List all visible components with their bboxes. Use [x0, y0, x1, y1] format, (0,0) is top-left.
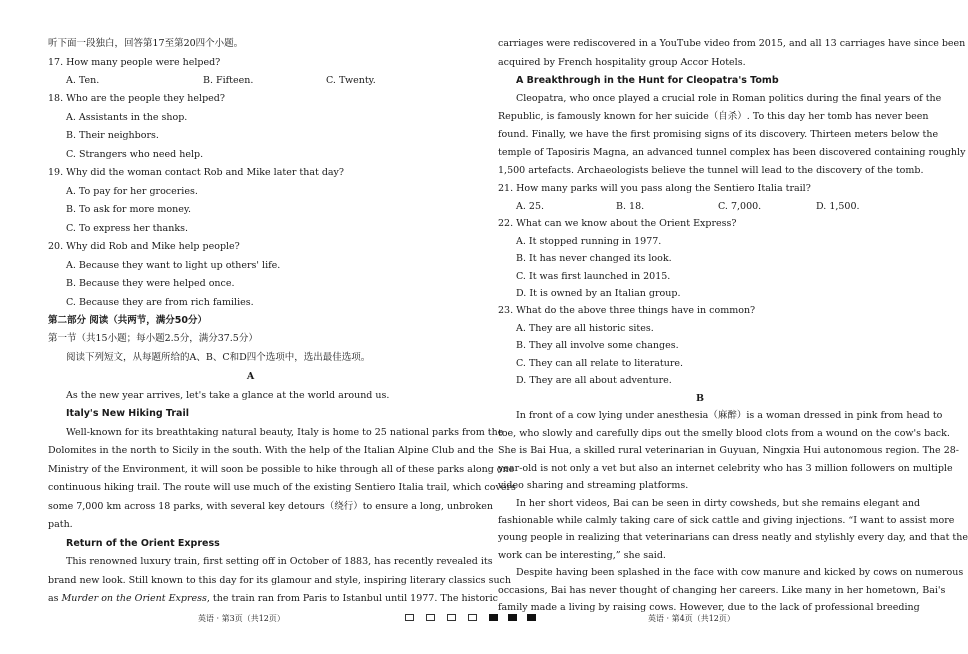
q21-option-d: D. 1,500. [816, 201, 860, 212]
reading-directions: 阅读下列短文，从每题所给的A、B、C和D四个选项中，选出最佳选项。 [66, 352, 371, 363]
question-17: 17. How many people were helped? [48, 57, 221, 68]
paragraph-line: acquired by French hospitality group Accor Hotels. [498, 57, 746, 68]
q19-option-a: A. To pay for her groceries. [66, 186, 198, 197]
listening-intro: 听下面一段独白，回答第17至第20四个小题。 [48, 38, 244, 49]
paragraph-line: young people in realizing that veterinarians can dress neatly and stylishly every day, and that the [498, 532, 968, 543]
paragraph-line: Despite having been splashed in the face with cow manure and kicked by cows on numerous [516, 567, 964, 578]
question-18: 18. Who are the people they helped? [48, 93, 225, 104]
paragraph-line: fashionable while calmly taking care of sick cattle and giving injections. “I want to assist more [498, 515, 955, 526]
q22-option-c: C. It was first launched in 2015. [516, 271, 671, 282]
q17-option-a: A. Ten. [66, 75, 100, 86]
paragraph-line: temple of Taposiris Magna, an advanced tunnel complex has been discovered containing roughly [498, 147, 966, 158]
paragraph-line: continuous hiking trail. The route will use much of the existing Sentiero Italia trail, which covers [48, 482, 516, 493]
paragraph-line: occasions, Bai has never thought of changing her careers. Like many in her hometown, Bai's [498, 585, 946, 596]
q21-option-c: C. 7,000. [718, 201, 762, 212]
paragraph-line: some 7,000 km across 18 parks, with several key detours（绕行）to ensure a long, unbroken [48, 501, 493, 512]
registration-mark [447, 614, 456, 621]
q20-option-c: C. Because they are from rich families. [66, 297, 254, 308]
paragraph-line: work can be interesting,” she said. [498, 550, 666, 561]
q23-option-c: C. They can all relate to literature. [516, 358, 684, 369]
q22-option-a: A. It stopped running in 1977. [516, 236, 662, 247]
paragraph-line: year-old is not only a vet but also an internet celebrity who has 3 million followers on multiple [498, 463, 953, 474]
q23-option-a: A. They are all historic sites. [516, 323, 654, 334]
registration-mark [489, 614, 498, 621]
book-title: Murder on the Orient Express [61, 593, 207, 604]
registration-mark [508, 614, 517, 621]
footer-page-right: 英语 · 第4页（共12页） [648, 614, 735, 623]
paragraph-line: Ministry of the Environment, it will soon be possible to hike through all of these parks along one [48, 464, 515, 475]
paragraph-line: Cleopatra, who once played a crucial role in Roman politics during the final years of the [516, 93, 942, 104]
paragraph-line: path. [48, 519, 73, 530]
passage-a-intro: As the new year arrives, let's take a glance at the world around us. [66, 390, 390, 401]
section-one-heading: 第一节（共15小题；每小题2.5分，满分37.5分） [48, 333, 258, 344]
q19-option-c: C. To express her thanks. [66, 223, 188, 234]
paragraph-line: toe, who slowly and carefully dips out the smelly blood clots from a wound on the cow's back. [498, 428, 950, 439]
heading-orient-express: Return of the Orient Express [66, 538, 220, 549]
paragraph-line: 1,500 artefacts. Archaeologists believe the tunnel will lead to the discovery of the tomb. [498, 165, 924, 176]
q22-option-b: B. It has never changed its look. [516, 253, 672, 264]
registration-mark [527, 614, 536, 621]
q21-option-b: B. 18. [616, 201, 645, 212]
paragraph-line: This renowned luxury train, first setting off in October of 1883, has recently revealed its [66, 556, 493, 567]
heading-cleopatra: A Breakthrough in the Hunt for Cleopatra's Tomb [516, 75, 779, 86]
footer-page-left: 英语 · 第3页（共12页） [198, 614, 285, 623]
passage-b-label: B [695, 393, 705, 404]
part-two-heading: 第二部分 阅读（共两节，满分50分） [48, 315, 208, 326]
q23-option-b: B. They all involve some changes. [516, 340, 679, 351]
paragraph-line: In her short videos, Bai can be seen in dirty cowsheds, but she remains elegant and [516, 498, 921, 509]
paragraph-line: brand new look. Still known to this day for its glamour and style, inspiring literary classics such [48, 575, 511, 586]
q20-option-b: B. Because they were helped once. [66, 278, 235, 289]
paragraph-line: carriages were rediscovered in a YouTube video from 2015, and all 13 carriages have since been [498, 38, 966, 49]
paragraph-line: video sharing and streaming platforms. [498, 480, 689, 491]
paragraph-line: family made a living by raising cows. However, due to the lack of professional breeding [498, 602, 920, 613]
paragraph-line: In front of a cow lying under anesthesia（麻醉）is a woman dressed in pink from head to [516, 410, 943, 421]
question-19: 19. Why did the woman contact Rob and Mike later that day? [48, 167, 345, 178]
passage-a-label: A [246, 371, 255, 382]
q18-option-b: B. Their neighbors. [66, 130, 159, 141]
paragraph-line: She is Bai Hua, a skilled rural veterinarian in Guyuan, Ningxia Hui autonomous region. The 28- [498, 445, 959, 456]
q18-option-c: C. Strangers who need help. [66, 149, 204, 160]
q17-option-c: C. Twenty. [326, 75, 376, 86]
q22-option-d: D. It is owned by an Italian group. [516, 288, 681, 299]
registration-mark [405, 614, 414, 621]
question-20: 20. Why did Rob and Mike help people? [48, 241, 240, 252]
heading-italy-trail: Italy's New Hiking Trail [66, 408, 189, 419]
question-21: 21. How many parks will you pass along the Sentiero Italia trail? [498, 183, 811, 194]
q23-option-d: D. They are all about adventure. [516, 375, 672, 386]
registration-mark [468, 614, 477, 621]
paragraph-line: as Murder on the Orient Express, the train ran from Paris to Istanbul until 1977. The historic [48, 593, 498, 604]
q20-option-a: A. Because they want to light up others' life. [66, 260, 281, 271]
q19-option-b: B. To ask for more money. [66, 204, 191, 215]
paragraph-line: found. Finally, we have the first promising signs of its discovery. Thirteen meters below the [498, 129, 939, 140]
paragraph-line: Republic, is famously known for her suicide（自杀）. To this day her tomb has never been [498, 111, 929, 122]
registration-mark [426, 614, 435, 621]
q21-option-a: A. 25. [516, 201, 545, 212]
q17-option-b: B. Fifteen. [203, 75, 254, 86]
question-23: 23. What do the above three things have in common? [498, 305, 756, 316]
paragraph-line: Dolomites in the north to Sicily in the south. With the help of the Italian Alpine Club and the [48, 445, 494, 456]
question-22: 22. What can we know about the Orient Express? [498, 218, 737, 229]
q18-option-a: A. Assistants in the shop. [66, 112, 188, 123]
paragraph-line: Well-known for its breathtaking natural beauty, Italy is home to 25 national parks from the [66, 427, 504, 438]
